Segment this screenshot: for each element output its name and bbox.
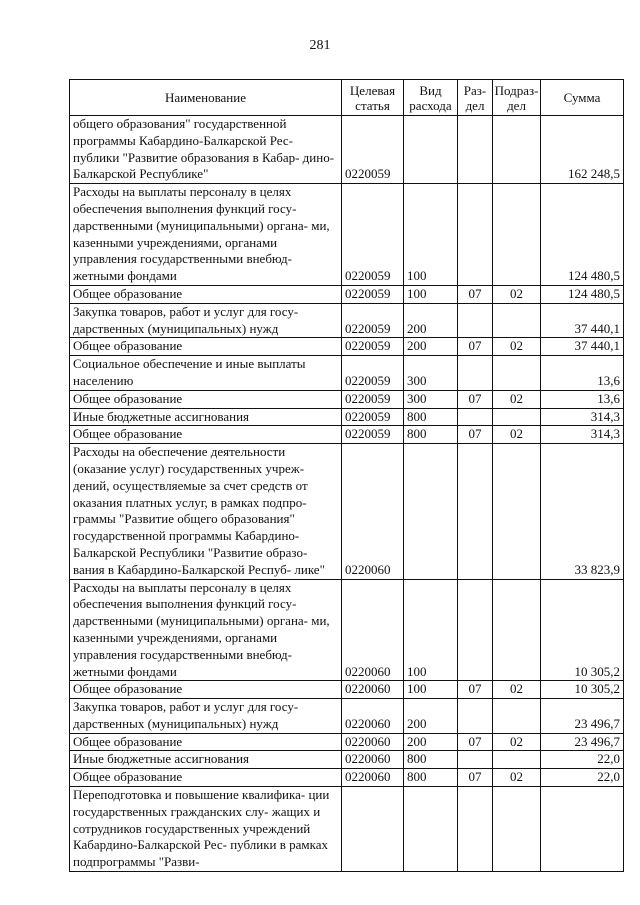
row-name-cell: Расходы на обеспечение деятельности (оказание услуг) государственных учреж- дений, осуществляемые за счет средств от оказания платных услуг, в рамках подпро- граммы "Развитие общего образования" государственной программы Кабардино- Балкарской Республики "Развитие образо- вания в Кабардино-Балкарской Респуб- лике" bbox=[70, 444, 342, 579]
amount-cell: 314,3 bbox=[541, 408, 624, 426]
section-cell bbox=[458, 444, 493, 579]
table-row bbox=[70, 338, 624, 356]
amount-cell: 124 480,5 bbox=[541, 285, 624, 303]
subsection-cell bbox=[493, 184, 541, 286]
target-article-cell: 0220059 bbox=[342, 184, 404, 286]
target-article-cell: 0220059 bbox=[342, 356, 404, 391]
header-subsection: Подраз- дел bbox=[493, 80, 541, 116]
target-article-cell: 0220060 bbox=[342, 444, 404, 579]
expense-type-cell bbox=[404, 444, 458, 579]
amount-cell: 314,3 bbox=[541, 426, 624, 444]
expense-type-cell: 200 bbox=[404, 338, 458, 356]
table-row bbox=[70, 699, 624, 734]
row-name-cell: Общее образование bbox=[70, 426, 342, 444]
section-cell bbox=[458, 184, 493, 286]
table-row bbox=[70, 285, 624, 303]
section-cell: 07 bbox=[458, 390, 493, 408]
section-cell bbox=[458, 579, 493, 681]
subsection-cell bbox=[493, 787, 541, 872]
table-row bbox=[70, 184, 624, 286]
amount-cell: 10 305,2 bbox=[541, 579, 624, 681]
section-cell bbox=[458, 699, 493, 734]
row-name-cell: Расходы на выплаты персоналу в целях обеспечения выполнения функций госу- дарственными (муниципальными) органа- ми, казенными учреждениями, органами управления государственными внебюд- жетными фондами bbox=[70, 579, 342, 681]
row-name-cell: Иные бюджетные ассигнования bbox=[70, 408, 342, 426]
table-row bbox=[70, 116, 624, 184]
section-cell bbox=[458, 408, 493, 426]
table-row bbox=[70, 681, 624, 699]
subsection-cell: 02 bbox=[493, 769, 541, 787]
table-row bbox=[70, 579, 624, 681]
section-cell: 07 bbox=[458, 733, 493, 751]
amount-cell: 162 248,5 bbox=[541, 116, 624, 184]
expense-type-cell: 100 bbox=[404, 184, 458, 286]
section-cell bbox=[458, 787, 493, 872]
subsection-cell bbox=[493, 751, 541, 769]
subsection-cell bbox=[493, 408, 541, 426]
expense-type-cell: 300 bbox=[404, 390, 458, 408]
subsection-cell bbox=[493, 444, 541, 579]
row-name-cell: Общее образование bbox=[70, 338, 342, 356]
expense-type-cell: 300 bbox=[404, 356, 458, 391]
header-name: Наименование bbox=[70, 80, 342, 116]
row-name-cell: общего образования" государственной программы Кабардино-Балкарской Рес- публики "Развитие образования в Кабар- дино-Балкарской Республике" bbox=[70, 116, 342, 184]
expense-type-cell: 100 bbox=[404, 285, 458, 303]
row-name-cell: Закупка товаров, работ и услуг для госу- дарственных (муниципальных) нужд bbox=[70, 699, 342, 734]
table-row bbox=[70, 303, 624, 338]
target-article-cell: 0220060 bbox=[342, 681, 404, 699]
subsection-cell bbox=[493, 116, 541, 184]
expense-type-cell bbox=[404, 116, 458, 184]
amount-cell: 23 496,7 bbox=[541, 699, 624, 734]
row-name-cell: Расходы на выплаты персоналу в целях обеспечения выполнения функций госу- дарственными (муниципальными) органа- ми, казенными учреждениями, органами управления государственными внебюд- жетными фондами bbox=[70, 184, 342, 286]
row-name-cell: Общее образование bbox=[70, 733, 342, 751]
subsection-cell: 02 bbox=[493, 426, 541, 444]
target-article-cell: 0220059 bbox=[342, 303, 404, 338]
target-article-cell: 0220060 bbox=[342, 579, 404, 681]
header-section: Раз- дел bbox=[458, 80, 493, 116]
expense-type-cell: 800 bbox=[404, 408, 458, 426]
subsection-cell bbox=[493, 579, 541, 681]
expense-type-cell: 200 bbox=[404, 303, 458, 338]
subsection-cell: 02 bbox=[493, 681, 541, 699]
table-row bbox=[70, 444, 624, 579]
table-row bbox=[70, 751, 624, 769]
amount-cell: 124 480,5 bbox=[541, 184, 624, 286]
table-row bbox=[70, 356, 624, 391]
row-name-cell: Общее образование bbox=[70, 681, 342, 699]
table-row bbox=[70, 733, 624, 751]
target-article-cell bbox=[342, 787, 404, 872]
subsection-cell bbox=[493, 356, 541, 391]
amount-cell: 37 440,1 bbox=[541, 338, 624, 356]
subsection-cell bbox=[493, 699, 541, 734]
subsection-cell: 02 bbox=[493, 338, 541, 356]
expense-type-cell: 200 bbox=[404, 733, 458, 751]
row-name-cell: Общее образование bbox=[70, 390, 342, 408]
target-article-cell: 0220060 bbox=[342, 751, 404, 769]
expense-type-cell: 100 bbox=[404, 579, 458, 681]
subsection-cell: 02 bbox=[493, 390, 541, 408]
header-expense-type: Вид расхода bbox=[404, 80, 458, 116]
target-article-cell: 0220059 bbox=[342, 390, 404, 408]
table-row bbox=[70, 408, 624, 426]
section-cell: 07 bbox=[458, 681, 493, 699]
amount-cell: 22,0 bbox=[541, 751, 624, 769]
expense-type-cell: 800 bbox=[404, 769, 458, 787]
amount-cell: 37 440,1 bbox=[541, 303, 624, 338]
amount-cell: 10 305,2 bbox=[541, 681, 624, 699]
amount-cell: 33 823,9 bbox=[541, 444, 624, 579]
header-target-article: Целевая статья bbox=[342, 80, 404, 116]
section-cell bbox=[458, 356, 493, 391]
table-row bbox=[70, 390, 624, 408]
table-row bbox=[70, 426, 624, 444]
budget-table bbox=[69, 79, 624, 872]
target-article-cell: 0220059 bbox=[342, 408, 404, 426]
section-cell bbox=[458, 751, 493, 769]
page-number: 281 bbox=[309, 38, 331, 53]
table-row bbox=[70, 787, 624, 872]
row-name-cell: Общее образование bbox=[70, 285, 342, 303]
expense-type-cell: 800 bbox=[404, 426, 458, 444]
header-amount: Сумма bbox=[541, 80, 624, 116]
subsection-cell bbox=[493, 303, 541, 338]
target-article-cell: 0220060 bbox=[342, 769, 404, 787]
section-cell bbox=[458, 116, 493, 184]
target-article-cell: 0220059 bbox=[342, 338, 404, 356]
amount-cell: 13,6 bbox=[541, 390, 624, 408]
target-article-cell: 0220060 bbox=[342, 733, 404, 751]
expense-type-cell: 200 bbox=[404, 699, 458, 734]
row-name-cell: Общее образование bbox=[70, 769, 342, 787]
subsection-cell: 02 bbox=[493, 285, 541, 303]
section-cell: 07 bbox=[458, 338, 493, 356]
amount-cell: 22,0 bbox=[541, 769, 624, 787]
row-name-cell: Закупка товаров, работ и услуг для госу- дарственных (муниципальных) нужд bbox=[70, 303, 342, 338]
amount-cell: 23 496,7 bbox=[541, 733, 624, 751]
table-header-row bbox=[70, 80, 624, 116]
amount-cell bbox=[541, 787, 624, 872]
section-cell bbox=[458, 303, 493, 338]
table-row bbox=[70, 769, 624, 787]
target-article-cell: 0220060 bbox=[342, 699, 404, 734]
target-article-cell: 0220059 bbox=[342, 426, 404, 444]
target-article-cell: 0220059 bbox=[342, 116, 404, 184]
expense-type-cell: 800 bbox=[404, 751, 458, 769]
target-article-cell: 0220059 bbox=[342, 285, 404, 303]
row-name-cell: Переподготовка и повышение квалифика- ции государственных гражданских слу- жащих и сотрудников государственных учреждений Кабардино-Балкарской Рес- публики в рамках подпрограммы "Разви- bbox=[70, 787, 342, 872]
expense-type-cell bbox=[404, 787, 458, 872]
row-name-cell: Иные бюджетные ассигнования bbox=[70, 751, 342, 769]
subsection-cell: 02 bbox=[493, 733, 541, 751]
expense-type-cell: 100 bbox=[404, 681, 458, 699]
amount-cell: 13,6 bbox=[541, 356, 624, 391]
section-cell: 07 bbox=[458, 769, 493, 787]
row-name-cell: Социальное обеспечение и иные выплаты населению bbox=[70, 356, 342, 391]
section-cell: 07 bbox=[458, 426, 493, 444]
section-cell: 07 bbox=[458, 285, 493, 303]
